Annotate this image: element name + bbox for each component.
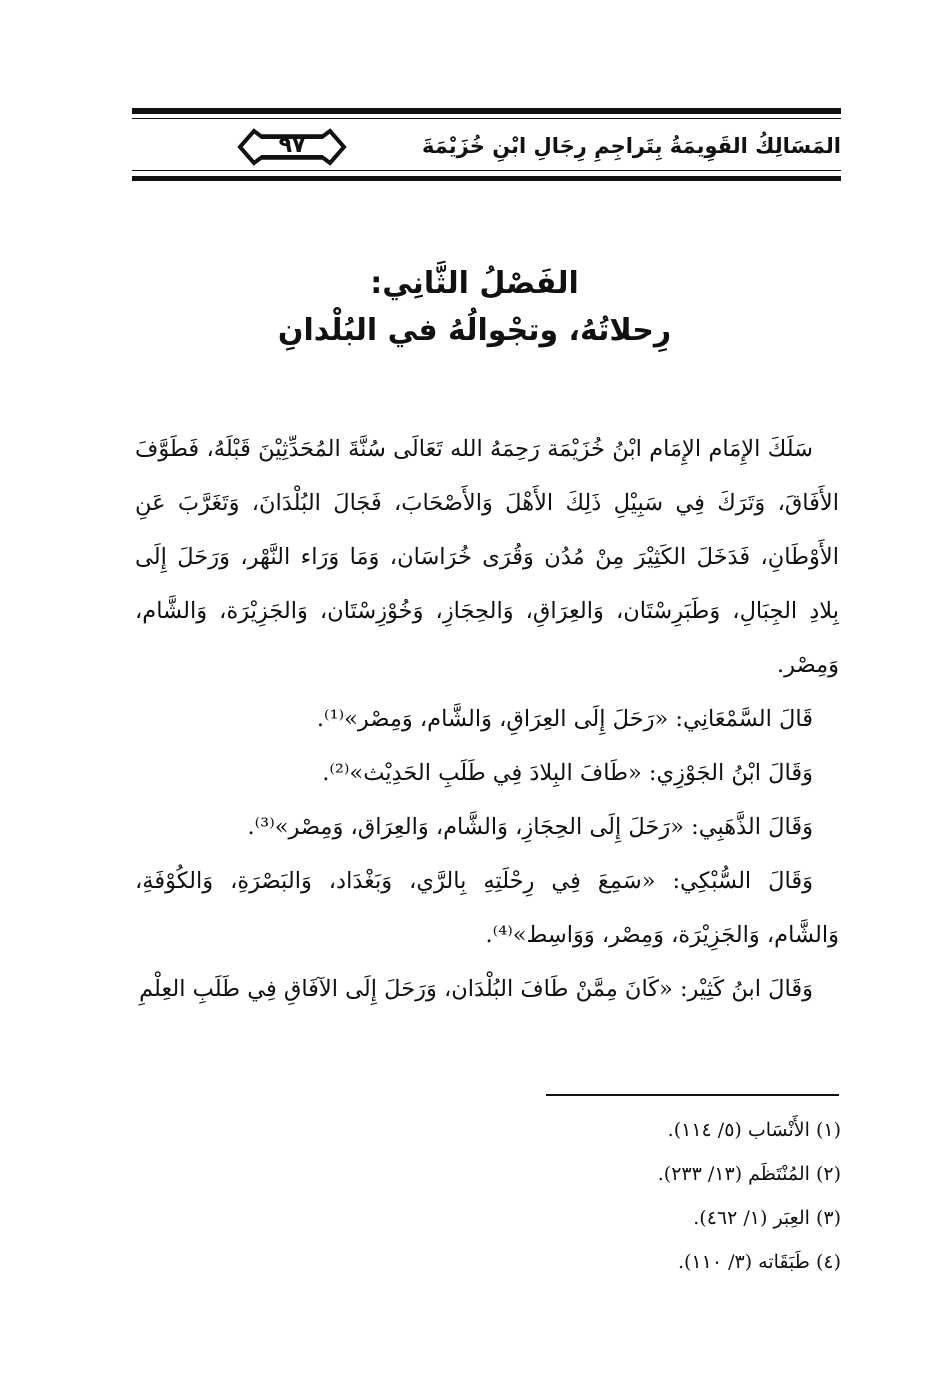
- chapter-number: الفَصْلُ الثَّانِي:: [370, 266, 579, 301]
- footnotes: [658, 1108, 841, 1284]
- footnote-4: (٤) طَبَقَاته (٣/ ١١٠).: [677, 1251, 841, 1273]
- quote-samani: قَالَ السَّمْعَانِي: «رَحَلَ إِلَى العِرَاقِ، وَالشَّام، وَمِصْر»⁽¹⁾.: [316, 706, 813, 732]
- quote-subki: وَقَالَ السُّبْكِي: «سَمِعَ فِي رِحْلَتِهِ بِالرَّي، وَبَغْدَاد، وَالبَصْرَةِ، وَالكُوْفَةِ، وَالشَّام، وَالجَزِيْرَة، وَمِصْر، وَوَاسِط»⁽⁴⁾.: [135, 868, 839, 948]
- page-number: ٩٧: [278, 133, 306, 158]
- header-rule-thin-bottom: [132, 170, 841, 171]
- running-title: المَسَالِكُ القَوِيمَةُ بِتَراجِمِ رِجَالِ ابْنِ خُزَيْمَةَ: [421, 134, 841, 158]
- header-rule-bottom: [132, 176, 841, 181]
- footnote-1: (١) الأَنْسَاب (٥/ ١١٤).: [667, 1119, 841, 1141]
- header-rule-top: [132, 108, 841, 114]
- quote-dhahabi: وَقَالَ الذَّهَبِي: «رَحَلَ إِلَى الحِجَازِ، وَالشَّام، وَالعِرَاق، وَمِصْر»⁽³⁾.: [247, 814, 813, 840]
- quote-ibn-jawzi: وَقَالَ ابْنُ الجَوْزِي: «طَافَ البِلادَ فِي طَلَبِ الحَدِيْث»⁽²⁾.: [322, 760, 813, 786]
- footnote-separator: [546, 1094, 839, 1096]
- quote-ibn-kathir: وَقَالَ ابنُ كَثِيْر: «كَانَ مِمَّنْ طَافَ البُلْدَان، وَرَحَلَ إِلَى الآفَاقِ فِي طَلَبِ العِلْمِ: [139, 976, 813, 1002]
- footnote-3: (٣) العِبَر (١/ ٤٦٢).: [693, 1207, 841, 1229]
- body-text: [135, 422, 839, 1016]
- page-number-badge: [236, 125, 348, 169]
- footnote-2: (٢) المُنْتَظَم (١٣/ ٢٣٣).: [657, 1163, 841, 1185]
- header-rule-thin-top: [132, 118, 841, 119]
- chapter-title: رِحلاتُهُ، وتجْوالُهُ في البُلْدانِ: [277, 313, 672, 348]
- chapter-heading: [100, 262, 849, 356]
- intro-paragraph: سَلَكَ الإِمَام الإِمَام ابْنُ خُزَيْمَة رَحِمَهُ الله تَعَالَى سُنَّةَ المُحَدِّثِيْنَ قَبْلَهُ، فَطَوَّفَ الأَفَاقَ، وَتَرَكَ فِي سَبِيْلِ ذَلِكَ الأَهْلَ وَالأَصْحَابَ، فَجَالَ البُلْدَانَ، وَتَغَرَّبَ عَنِ الأَوْطَانِ، فَدَخَلَ الكَثِيْرَ مِنْ مُدُن وَقُرَى خُرَاسَان، وَمَا وَرَاء النَّهْر، وَرَحَلَ إِلَى بِلادِ الجِبَالِ، وَطَبَرِسْتَان، وَالعِرَاقِ، وَالحِجَازِ، وَخُوْزِسْتَان، وَالجَزِيْرَة، وَالشَّام، وَمِصْر.: [135, 436, 839, 678]
